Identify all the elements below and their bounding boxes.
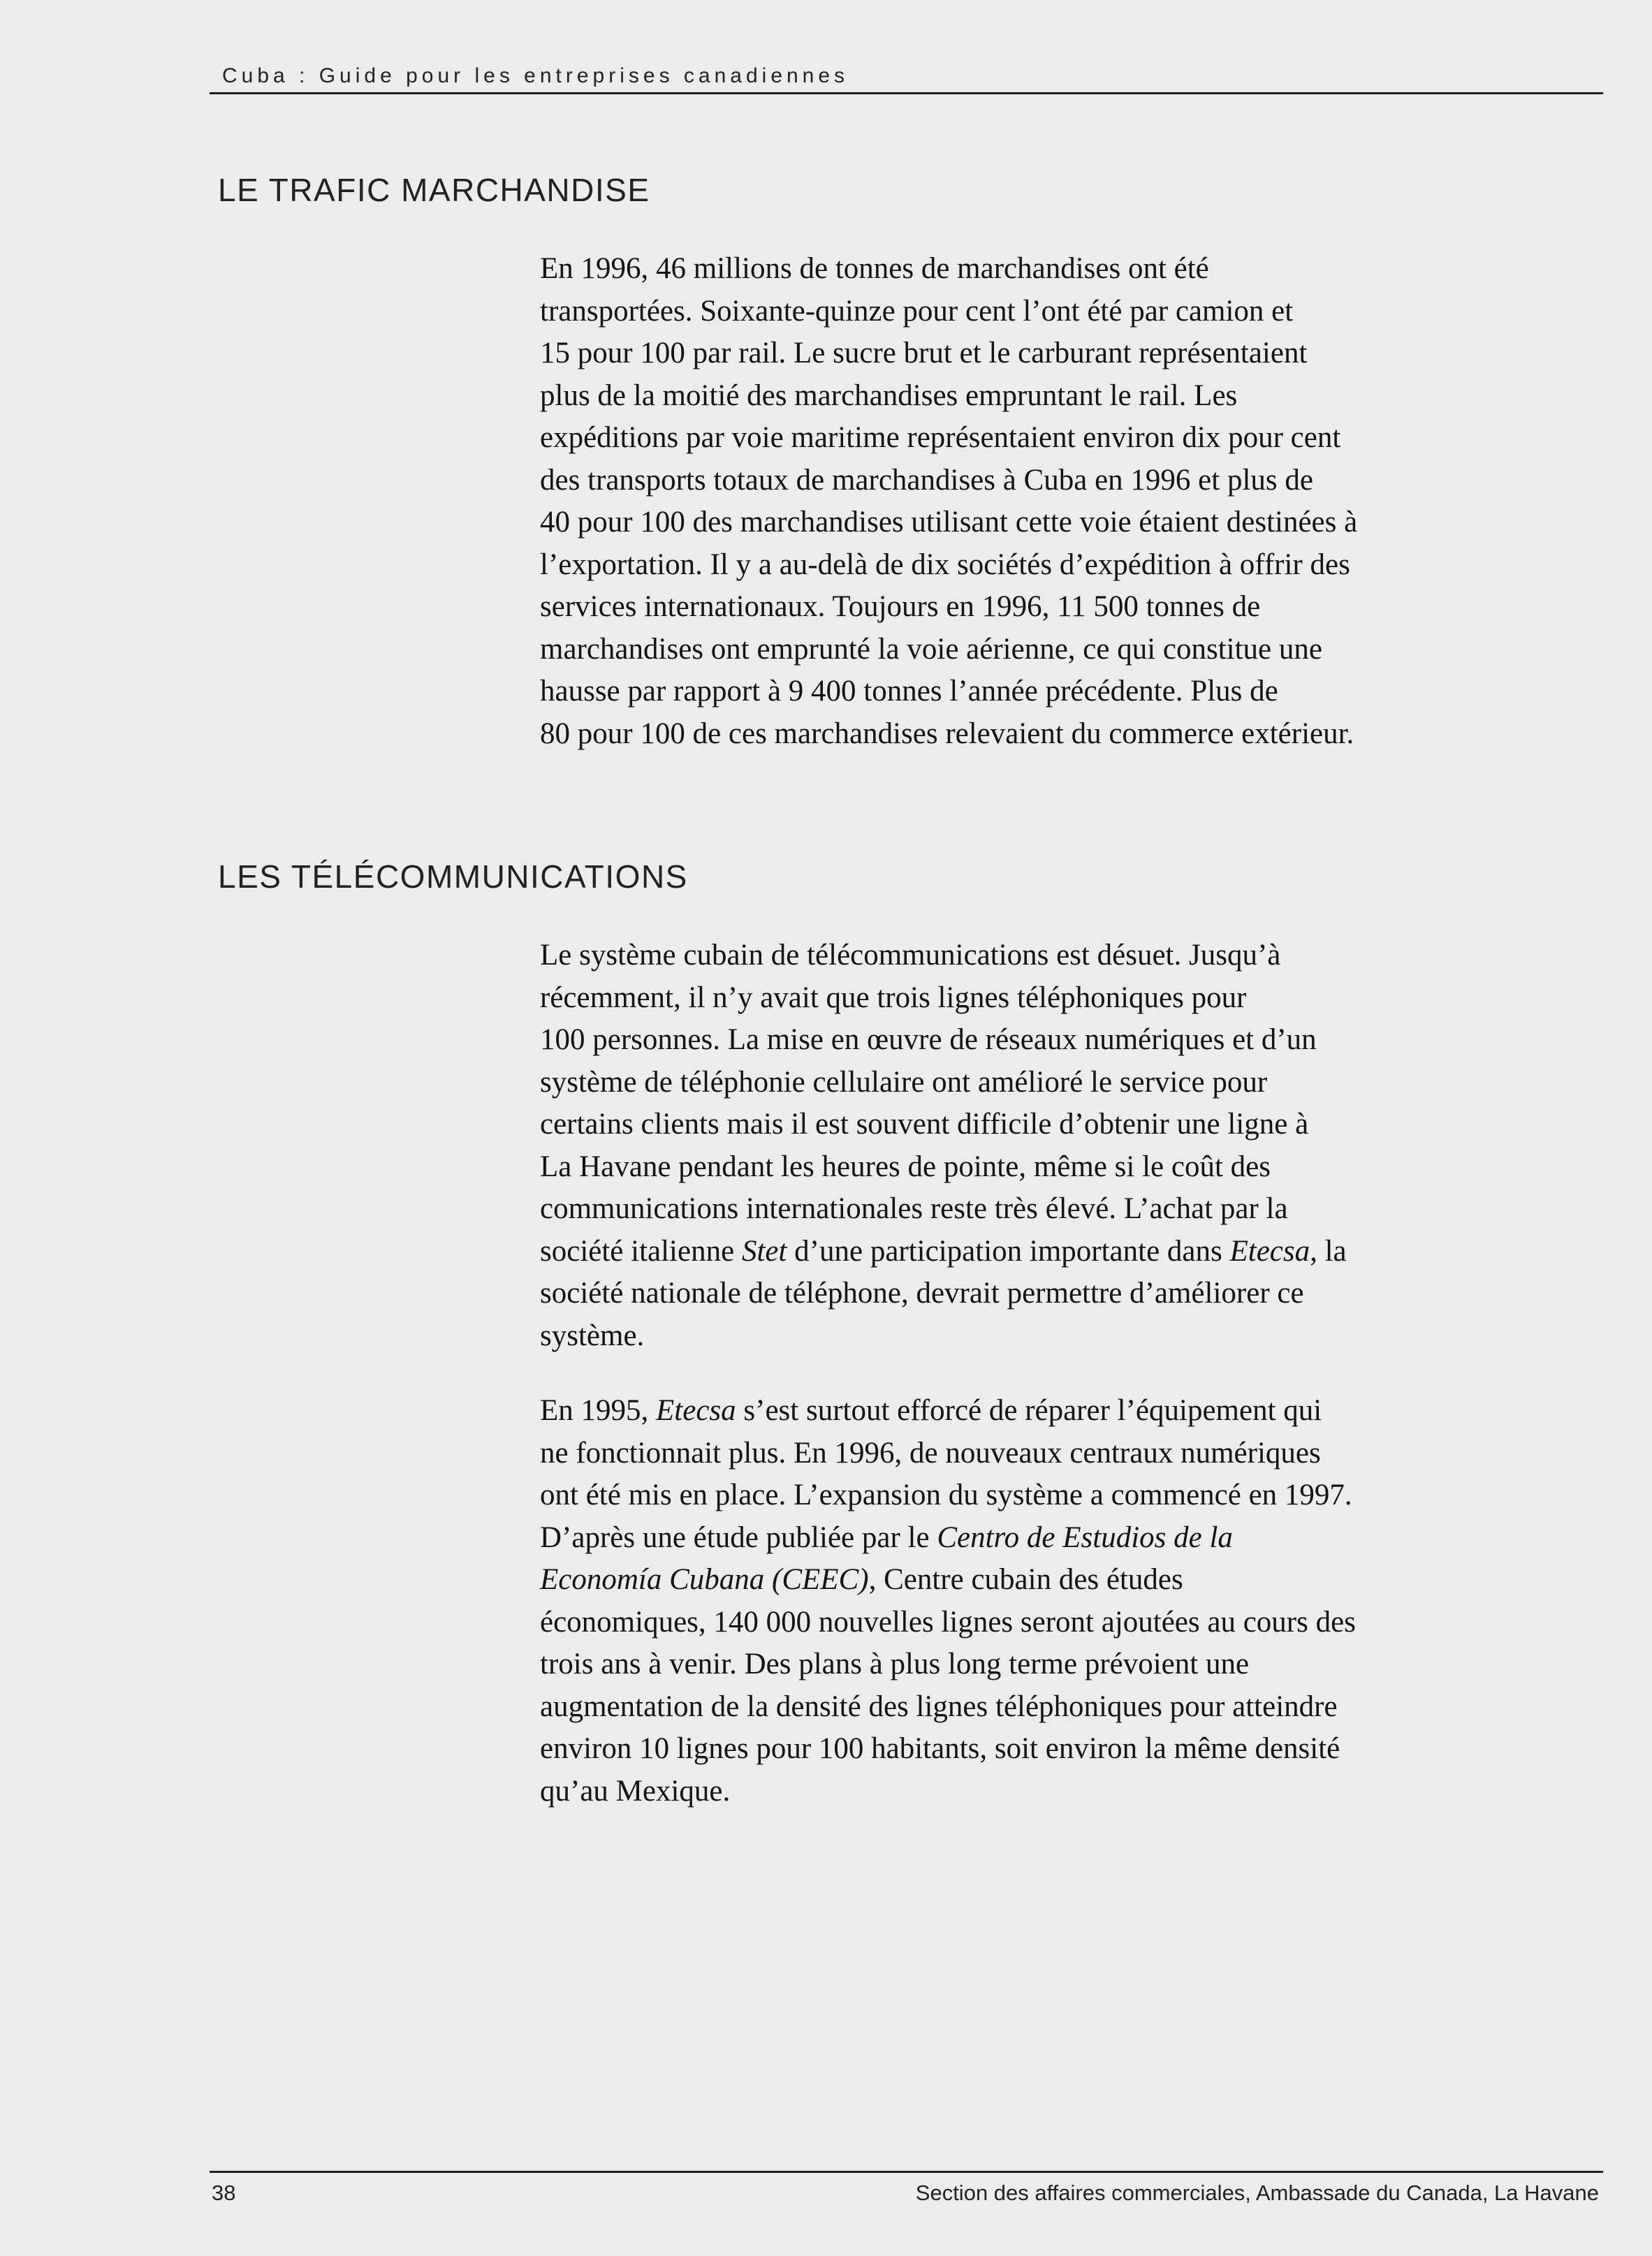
text-line: Le système cubain de télécommunications est désuet. Jusqu’à: [540, 939, 1281, 972]
section-heading-telecom: LES TÉLÉCOMMUNICATIONS: [218, 858, 688, 895]
text-line: certains clients mais il est souvent difficile d’obtenir une ligne à: [540, 1108, 1309, 1141]
text-line: [540, 1231, 1518, 1273]
text-line: expéditions par voie maritime représentaient environ dix pour cent: [540, 421, 1341, 454]
text-line: qu’au Mexique.: [540, 1774, 731, 1808]
page-number: 38: [212, 2181, 236, 2205]
text-line: transportées. Soixante-quinze pour cent l’ont été par camion et: [540, 294, 1294, 328]
text-line: La Havane pendant les heures de pointe, même si le coût des: [540, 1150, 1271, 1183]
text-line: [540, 1517, 1518, 1560]
text-line: environ 10 lignes pour 100 habitants, soit environ la même densité: [540, 1732, 1340, 1765]
text-line: services internationaux. Toujours en 1996, 11 500 tonnes de: [540, 590, 1261, 623]
text-line: 15 pour 100 par rail. Le sucre brut et le carburant représentaient: [540, 337, 1308, 369]
italic-term: Economía Cubana (CEEC): [540, 1563, 869, 1596]
italic-term: Centro de Estudios de la: [937, 1521, 1233, 1554]
text-line: l’exportation. Il y a au-delà de dix sociétés d’expédition à offrir des: [540, 548, 1350, 581]
text-line: [540, 1390, 1518, 1433]
running-header-title: Cuba : Guide pour les entreprises canadiennes: [222, 64, 849, 87]
text-line: 80 pour 100 de ces marchandises relevaient du commerce extérieur.: [540, 717, 1354, 750]
telecom-paragraph-1: [540, 935, 1518, 1357]
text-line: 100 personnes. La mise en œuvre de réseaux numériques et d’un: [540, 1023, 1317, 1056]
text-segment: société italienne: [540, 1234, 742, 1268]
text-line: système de téléphonie cellulaire ont amélioré le service pour: [540, 1065, 1268, 1099]
text-line: [540, 1559, 1518, 1602]
telecom-paragraph-2: [540, 1390, 1518, 1812]
text-line: augmentation de la densité des lignes téléphoniques pour atteindre: [540, 1690, 1338, 1723]
header-rule: [210, 61, 1603, 94]
text-line: communications internationales reste très élevé. L’achat par la: [540, 1192, 1288, 1225]
text-line: marchandises ont emprunté la voie aérienne, ce qui constitue une: [540, 632, 1322, 666]
text-segment: D’après une étude publiée par le: [540, 1521, 937, 1554]
text-line: récemment, il n’y avait que trois lignes téléphoniques pour: [540, 981, 1247, 1014]
freight-paragraph: [540, 248, 1518, 755]
text-segment: , Centre cubain des études: [868, 1563, 1183, 1596]
text-line: économiques, 140 000 nouvelles lignes seront ajoutées au cours des: [540, 1605, 1356, 1639]
text-line: ne fonctionnait plus. En 1996, de nouveaux centraux numériques: [540, 1436, 1321, 1470]
text-line: système.: [540, 1319, 645, 1352]
text-segment: , la: [1310, 1234, 1347, 1268]
text-segment: s’est surtout efforcé de réparer l’équipement qui: [736, 1394, 1322, 1427]
text-line: trois ans à venir. Des plans à plus long terme prévoient une: [540, 1648, 1250, 1680]
section-heading-freight: LE TRAFIC MARCHANDISE: [218, 172, 650, 208]
paragraph: [540, 248, 1518, 755]
text-segment: En 1995,: [540, 1394, 657, 1427]
text-line: des transports totaux de marchandises à Cuba en 1996 et plus de: [540, 463, 1313, 497]
text-line: plus de la moitié des marchandises empruntant le rail. Les: [540, 379, 1238, 412]
footer-credit: Section des affaires commerciales, Ambassade du Canada, La Havane: [915, 2181, 1599, 2205]
text-line: En 1996, 46 millions de tonnes de marchandises ont été: [540, 252, 1209, 285]
text-line: société nationale de téléphone, devrait permettre d’améliorer ce: [540, 1277, 1304, 1310]
text-line: hausse par rapport à 9 400 tonnes l’année précédente. Plus de: [540, 675, 1278, 708]
italic-term: Etecsa: [1229, 1234, 1310, 1268]
paragraph: [540, 935, 1518, 1357]
footer-rule: [210, 2171, 1603, 2173]
text-line: ont été mis en place. L’expansion du système a commencé en 1997.: [540, 1479, 1352, 1511]
italic-term: Etecsa: [656, 1394, 736, 1427]
paragraph: [540, 1390, 1518, 1812]
italic-term: Stet: [741, 1234, 787, 1268]
text-segment: d’une participation importante dans: [787, 1234, 1230, 1268]
text-line: 40 pour 100 des marchandises utilisant cette voie étaient destinées à: [540, 506, 1358, 539]
